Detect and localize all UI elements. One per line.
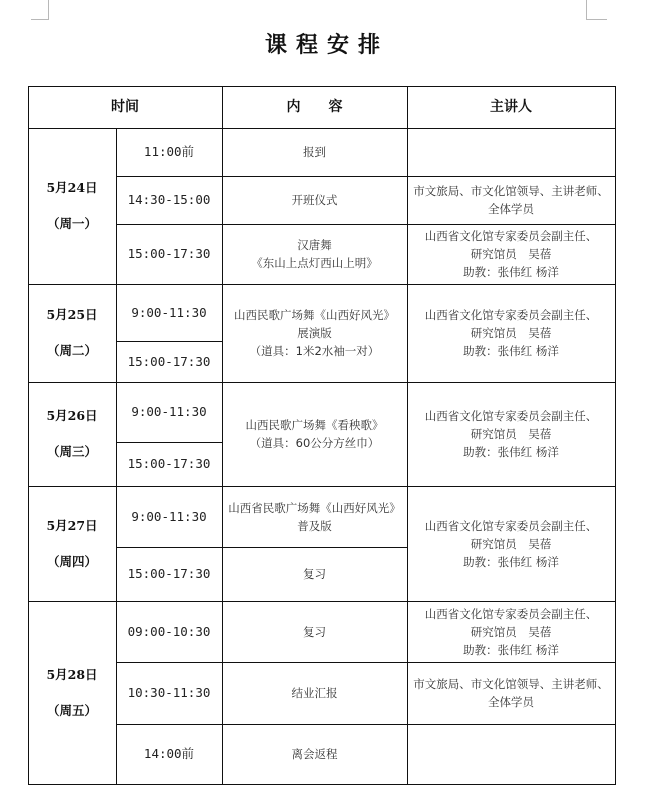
table-rule [116, 547, 223, 548]
session-time-line: 15:00-17:30 [127, 353, 211, 369]
table-rule [222, 662, 408, 663]
day-speaker-line: 山西省文化馆专家委员会副主任、 [424, 409, 598, 423]
day-date: 5月25日 [46, 307, 98, 322]
day-weekday: （周四） [46, 553, 97, 569]
day-date: 5月26日 [46, 408, 98, 423]
table-rule [407, 724, 616, 725]
table-rule [116, 224, 223, 225]
session-time [116, 547, 222, 601]
session-content-line: 复习 [303, 567, 326, 581]
table-rule [407, 86, 408, 129]
day-speaker-line: 助教：张伟红 杨洋 [463, 344, 559, 358]
day-cell [28, 128, 116, 284]
day-content [222, 284, 407, 382]
session-content [222, 662, 407, 724]
day-content-line: （道具：1米2水袖一对） [249, 344, 380, 358]
day-content-line: 山西民歌广场舞《看秧歌》 [245, 418, 384, 432]
table-rule [116, 662, 223, 663]
session-speaker [407, 176, 615, 224]
session-time [116, 382, 222, 442]
day-content-line: 展演版 [297, 326, 332, 340]
day-cell [28, 486, 116, 601]
page-corner-mark-right [586, 0, 607, 20]
session-speaker-line: 全体学员 [488, 695, 534, 709]
session-time [116, 341, 222, 382]
day-weekday: （周二） [46, 343, 97, 358]
session-time [116, 224, 222, 284]
day-content-line: （道具：60公分方丝巾） [249, 436, 380, 450]
day-speaker-line: 研究馆员 吴蓓 [470, 326, 552, 340]
session-speaker [407, 128, 615, 176]
session-time-line: 9:00-11:30 [131, 404, 207, 419]
day-speaker [407, 284, 615, 382]
table-rule [407, 176, 616, 177]
session-content [222, 486, 407, 547]
day-speaker-line: 助教：张伟红 杨洋 [463, 445, 559, 459]
session-speaker-line: 全体学员 [488, 202, 534, 216]
day-speaker [407, 486, 615, 601]
session-time-line: 09:00-10:30 [127, 623, 211, 639]
session-speaker-line: 研究馆员 吴蓓 [470, 247, 552, 261]
table-rule [222, 176, 408, 177]
session-content-line: 《东山上点灯西山上明》 [251, 256, 378, 270]
session-content [222, 547, 407, 601]
session-time [116, 486, 222, 547]
table-rule [116, 341, 223, 342]
session-content-line: 开班仪式 [291, 193, 338, 207]
session-time-line: 9:00-11:30 [131, 508, 207, 524]
session-speaker-line: 市文旅局、市文化馆领导、主讲老师、 [413, 184, 609, 198]
session-content-line: 山西省民歌广场舞《山西好风光》 [228, 500, 401, 515]
day-speaker-line: 助教：张伟红 杨洋 [463, 554, 559, 569]
session-content-line: 汉唐舞 [297, 238, 332, 252]
session-content [222, 601, 407, 662]
session-time [116, 662, 222, 724]
session-speaker [407, 601, 615, 662]
session-time-line: 14:00前 [143, 746, 195, 761]
day-cell [28, 284, 116, 382]
session-time-line: 15:00-17:30 [127, 456, 211, 471]
session-time [116, 176, 222, 224]
session-content [222, 176, 407, 224]
session-time [116, 128, 222, 176]
session-speaker [407, 224, 615, 284]
table-rule [407, 662, 616, 663]
session-content-line: 报到 [303, 145, 326, 159]
day-content-line: 山西民歌广场舞《山西好风光》 [234, 308, 395, 322]
session-speaker-line: 助教：张伟红 杨洋 [463, 265, 559, 279]
header-speaker [407, 86, 615, 128]
day-date: 5月24日 [46, 180, 98, 195]
session-time-line: 10:30-11:30 [127, 685, 211, 700]
day-content [222, 382, 407, 486]
session-time-line: 14:30-15:00 [127, 192, 211, 207]
session-content [222, 128, 407, 176]
session-time [116, 601, 222, 662]
header-speaker-line: 主讲人 [490, 99, 532, 115]
table-rule [615, 86, 616, 785]
table-rule [116, 724, 223, 725]
day-cell [28, 382, 116, 486]
day-weekday: （周五） [46, 702, 97, 718]
table-rule [28, 86, 616, 87]
session-content [222, 224, 407, 284]
session-time [116, 284, 222, 341]
day-speaker [407, 382, 615, 486]
day-date: 5月27日 [46, 517, 98, 533]
day-speaker-line: 山西省文化馆专家委员会副主任、 [424, 308, 598, 322]
table-rule [222, 724, 408, 725]
session-speaker [407, 662, 615, 724]
table-rule [407, 224, 616, 225]
session-time-line: 15:00-17:30 [127, 566, 211, 581]
session-speaker [407, 724, 615, 784]
table-rule [28, 784, 616, 785]
session-time [116, 442, 222, 486]
session-time-line: 9:00-11:30 [131, 304, 207, 320]
table-rule [222, 86, 223, 129]
day-weekday: （周一） [46, 216, 97, 231]
session-content [222, 724, 407, 784]
day-speaker-line: 研究馆员 吴蓓 [470, 536, 552, 551]
day-speaker-line: 研究馆员 吴蓓 [470, 427, 552, 441]
day-cell [28, 601, 116, 784]
session-speaker-line: 山西省文化馆专家委员会副主任、 [424, 606, 598, 621]
session-speaker-line: 市文旅局、市文化馆领导、主讲老师、 [413, 677, 609, 691]
session-content-line: 复习 [303, 624, 326, 639]
session-time-line: 15:00-17:30 [127, 246, 211, 261]
session-speaker-line: 山西省文化馆专家委员会副主任、 [424, 229, 598, 243]
table-rule [116, 442, 223, 443]
header-time-line: 时间 [111, 99, 139, 115]
session-content-line: 离会返程 [291, 747, 338, 761]
session-content-line: 普及版 [297, 518, 332, 533]
table-rule [116, 176, 223, 177]
day-date: 5月28日 [46, 666, 98, 682]
header-content-line: 内 容 [286, 99, 343, 115]
table-rule [222, 224, 408, 225]
day-speaker-line: 山西省文化馆专家委员会副主任、 [424, 518, 598, 533]
page-title: 课程安排 [264, 32, 389, 58]
header-content [222, 86, 407, 128]
session-speaker-line: 助教：张伟红 杨洋 [463, 642, 559, 657]
table-rule [222, 547, 408, 548]
session-time [116, 724, 222, 784]
session-speaker-line: 研究馆员 吴蓓 [470, 624, 552, 639]
day-weekday: （周三） [46, 444, 97, 459]
header-time [28, 86, 222, 128]
session-time-line: 11:00前 [143, 144, 195, 159]
page-corner-mark-left [31, 0, 49, 20]
session-content-line: 结业汇报 [291, 686, 338, 700]
